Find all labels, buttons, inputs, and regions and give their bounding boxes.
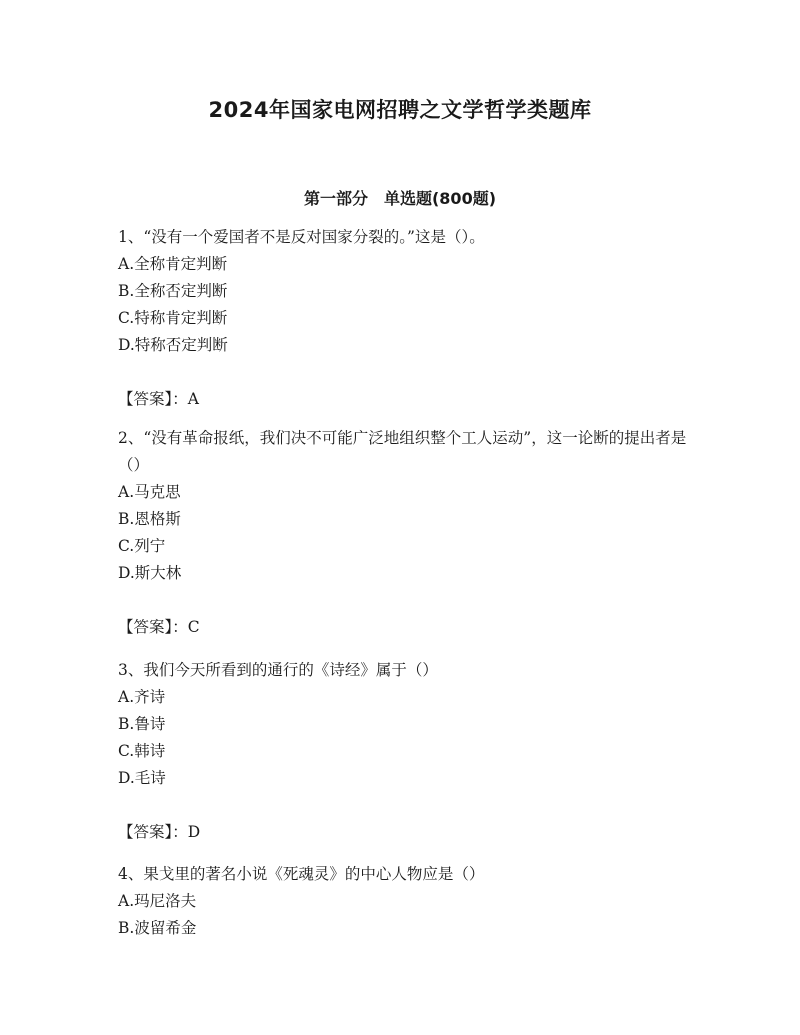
- answer-line: [118, 386, 688, 413]
- option-a: A.全称肯定判断: [118, 255, 228, 273]
- option-d: D.斯大林: [118, 564, 182, 582]
- section-heading: 第一部分 单选题(800题): [303, 189, 497, 208]
- answer-line: [118, 819, 688, 846]
- option-c: C.韩诗: [118, 742, 166, 760]
- question-stem: 2、“没有革命报纸，我们决不可能广泛地组织整个工人运动”，这一论断的提出者是（）: [118, 429, 687, 474]
- option-c: C.列宁: [118, 537, 166, 555]
- question-2: [118, 425, 688, 641]
- question-3: [118, 657, 688, 846]
- option-c: C.特称肯定判断: [118, 309, 228, 327]
- option-b: B.全称否定判断: [118, 282, 228, 300]
- question-1: [118, 224, 688, 413]
- answer-line: [118, 614, 688, 641]
- option-d: D.毛诗: [118, 769, 166, 787]
- option-d: D.特称否定判断: [118, 336, 228, 354]
- question-stem: 1、“没有一个爱国者不是反对国家分裂的。”这是（）。: [118, 228, 485, 246]
- answer-label: 【答案】：: [118, 618, 188, 636]
- question-stem: 3、我们今天所看到的通行的《诗经》属于（）: [118, 661, 438, 679]
- answer-label: 【答案】：: [118, 823, 188, 841]
- answer-value: A: [187, 390, 199, 408]
- question-4: [118, 861, 688, 942]
- answer-value: D: [187, 823, 201, 841]
- option-b: B.鲁诗: [118, 715, 166, 733]
- answer-label: 【答案】：: [118, 390, 188, 408]
- question-stem: 4、果戈里的著名小说《死魂灵》的中心人物应是（）: [118, 865, 485, 883]
- answer-value: C: [187, 618, 200, 636]
- option-b: B.恩格斯: [118, 510, 181, 528]
- option-a: A.玛尼洛夫: [118, 892, 197, 910]
- document-title: 2024年国家电网招聘之文学哲学类题库: [208, 98, 592, 122]
- option-a: A.齐诗: [118, 688, 166, 706]
- option-a: A.马克思: [118, 483, 181, 501]
- option-b: B.波留希金: [118, 919, 197, 937]
